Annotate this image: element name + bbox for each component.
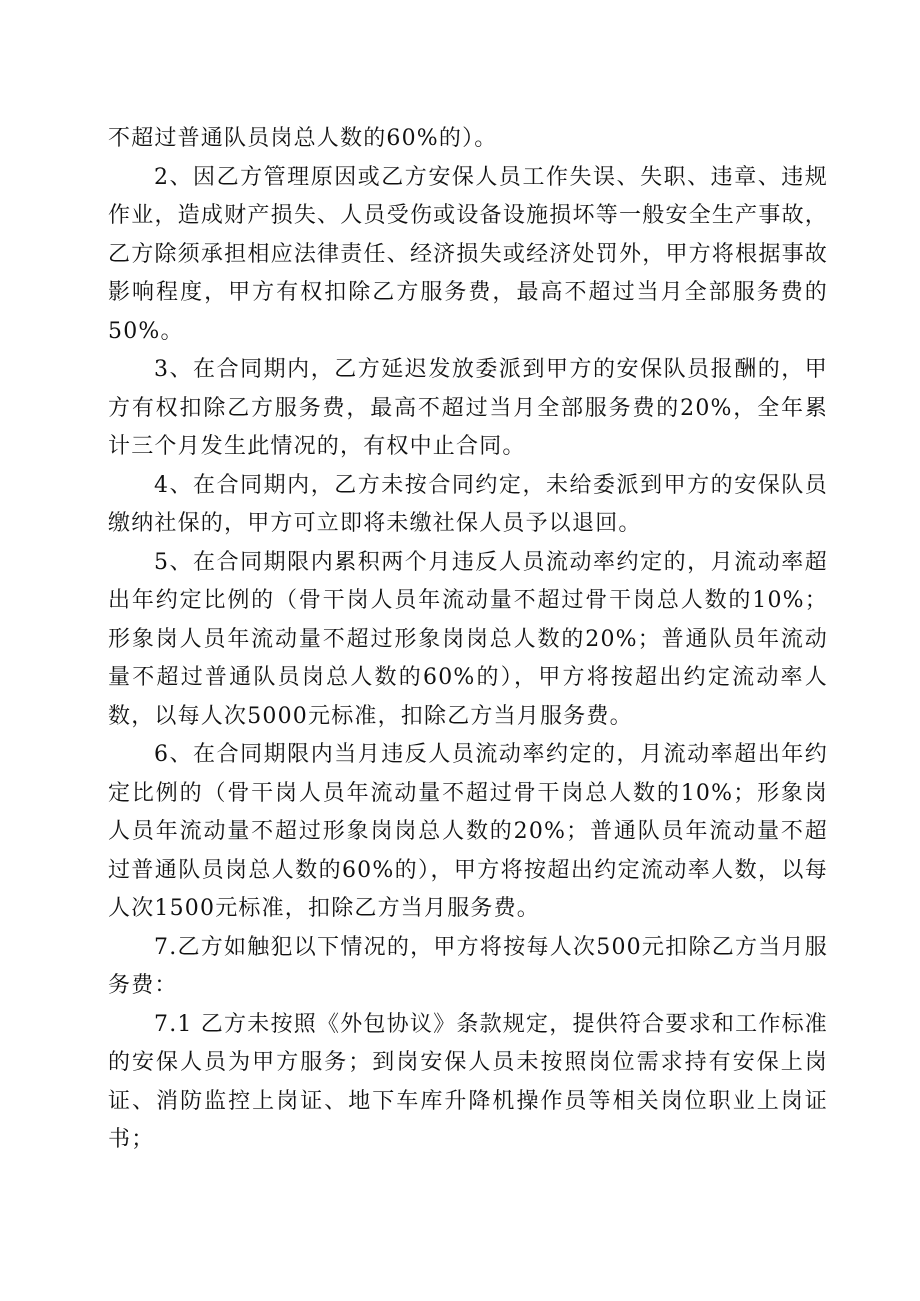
clause-4: 4、在合同期内，乙方未按合同约定，未给委派到甲方的安保队员缴纳社保的，甲方可立即将未缴社保人员予以退回。 — [108, 472, 828, 536]
paragraph-continuation: 不超过普通队员岗总人数的60%的）。 — [108, 126, 498, 151]
clause-5: 5、在合同期限内累积两个月违反人员流动率约定的，月流动率超出年约定比例的（骨干岗人员年流动量不超过骨干岗总人数的10%；形象岗人员年流动量不超过形象岗岗总人数的20%；普通队员年流动量不超过普通队员岗总人数的60%的），甲方将按超出约定流动率人数，以每人次5000元标准，扣除乙方当月服务费。 — [108, 549, 828, 729]
clause-3: 3、在合同期内，乙方延迟发放委派到甲方的安保队员报酬的，甲方有权扣除乙方服务费，最高不超过当月全部服务费的20%，全年累计三个月发生此情况的，有权中止合同。 — [108, 357, 828, 459]
clause-7: 7.乙方如触犯以下情况的，甲方将按每人次500元扣除乙方当月服务费： — [108, 934, 828, 998]
clause-6: 6、在合同期限内当月违反人员流动率约定的，月流动率超出年约定比例的（骨干岗人员年流动量不超过骨干岗总人数的10%；形象岗人员年流动量不超过形象岗岗总人数的20%；普通队员年流动量不超过普通队员岗总人数的60%的），甲方将按超出约定流动率人数，以每人次1500元标准，扣除乙方当月服务费。 — [108, 742, 828, 921]
document-body — [108, 120, 828, 1160]
clause-7-1: 7.1 乙方未按照《外包协议》条款规定，提供符合要求和工作标准的安保人员为甲方服务；到岗安保人员未按照岗位需求持有安保上岗证、消防监控上岗证、地下车库升降机操作员等相关岗位职业上岗证书； — [108, 1011, 828, 1152]
clause-2: 2、因乙方管理原因或乙方安保人员工作失误、失职、违章、违规作业，造成财产损失、人员受伤或设备设施损坏等一般安全生产事故，乙方除须承担相应法律责任、经济损失或经济处罚外，甲方将根据事故影响程度，甲方有权扣除乙方服务费，最高不超过当月全部服务费的50%。 — [108, 164, 828, 344]
